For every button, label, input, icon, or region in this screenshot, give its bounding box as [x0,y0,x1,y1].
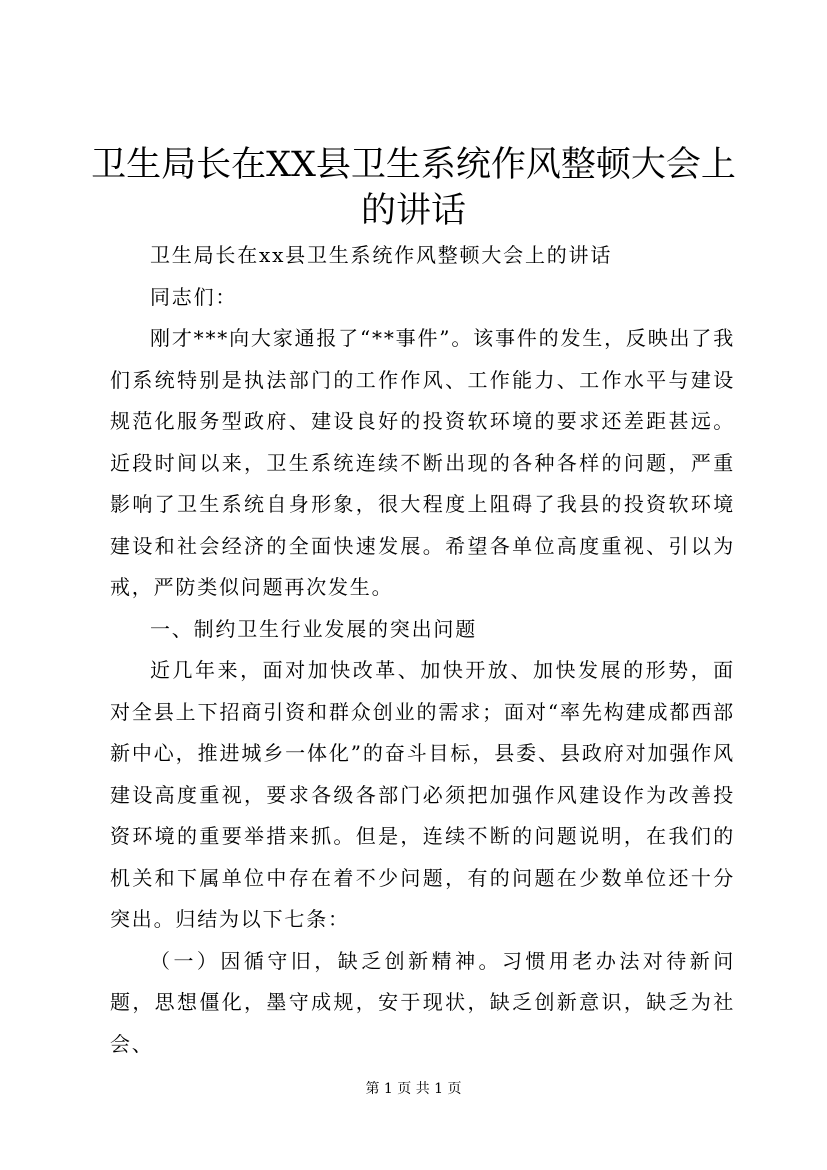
document-title: 卫生局长在XX县卫生系统作风整顿大会上的讲话 [91,145,736,231]
body-paragraph: 刚才***向大家通报了“**事件”。该事件的发生，反映出了我们系统特别是执法部门的工作作风、工作能力、工作水平与建设规范化服务型政府、建设良好的投资软环境的要求还差距甚远。近段时间以来，卫生系统连续不断出现的各种各样的问题，严重影响了卫生系统自身形象，很大程度上阻碍了我县的投资软环境建设和社会经济的全面快速发展。希望各单位高度重视、引以为戒，严防类似问题再次发生。 [110,326,735,599]
page-footer: 第 1 页 共 1 页 [365,1081,462,1097]
body-paragraph: 近几年来，面对加快改革、加快开放、加快发展的形势，面对全县上下招商引资和群众创业的需求；面对“率先构建成都西部新中心，推进城乡一体化”的奋斗目标，县委、县政府对加强作风建设高度重视，要求各级各部门必须把加强作风建设作为改善投资环境的重要举措来抓。但是，连续不断的问题说明，在我们的机关和下属单位中存在着不少问题，有的问题在少数单位还十分突出。归结为以下七条： [110,658,735,931]
body-paragraph: （一）因循守旧，缺乏创新精神。习惯用老办法对待新问题，思想僵化，墨守成规，安于现状，缺乏创新意识，缺乏为社会、 [110,948,735,1056]
document-body [110,235,735,1065]
subtitle-paragraph: 卫生局长在xx县卫生系统作风整顿大会上的讲话 [150,243,613,267]
salutation-paragraph: 同志们： [150,284,238,309]
section-heading: 一、制约卫生行业发展的突出问题 [150,616,477,641]
